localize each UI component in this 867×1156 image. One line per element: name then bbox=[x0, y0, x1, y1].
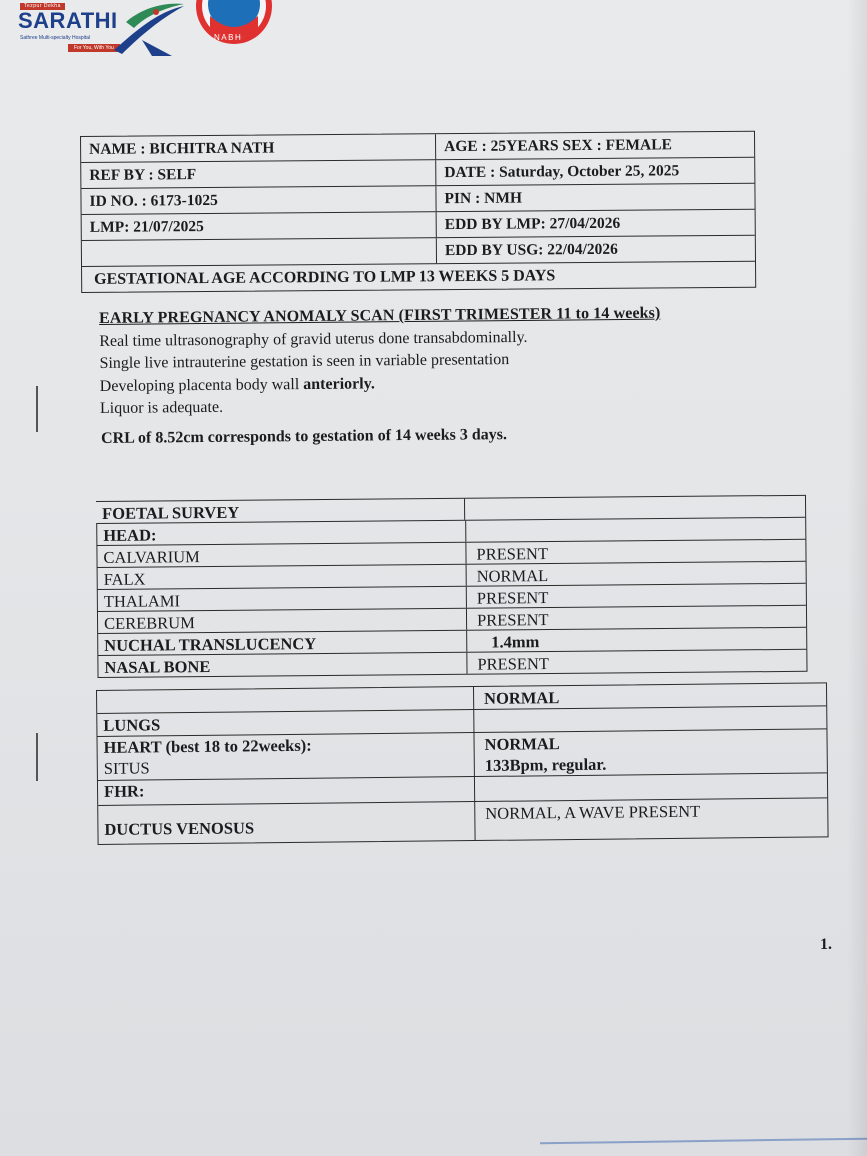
survey-label: NUCHAL TRANSLUCENCY bbox=[97, 631, 467, 655]
logo-swoosh-icon bbox=[112, 0, 187, 56]
logo-tagline: Tezpur Dekha bbox=[20, 3, 65, 10]
finding-line: Real time ultrasonography of gravid uterus done transabdominally. bbox=[99, 328, 528, 350]
survey-label: FHR: bbox=[98, 777, 475, 805]
page-shadow bbox=[847, 0, 867, 1156]
survey-value-group bbox=[474, 729, 826, 776]
lmp-date: LMP: 21/07/2025 bbox=[82, 212, 437, 240]
crl-measurement: CRL of 8.52cm corresponds to gestation of 14 weeks 3 days. bbox=[101, 426, 508, 447]
survey-value: NORMAL bbox=[476, 566, 549, 586]
empty-cell bbox=[97, 687, 474, 713]
survey-label: HEART (best 18 to 22weeks): bbox=[103, 735, 312, 757]
patient-name: NAME : BICHITRA NATH bbox=[81, 134, 436, 162]
patient-info-table bbox=[80, 131, 756, 293]
finding-line: Single live intrauterine gestation is seen in variable presentation bbox=[99, 351, 510, 372]
punch-hole-mark bbox=[36, 386, 38, 432]
survey-label: LUNGS bbox=[97, 710, 474, 736]
placenta-text: Developing placenta body wall bbox=[99, 375, 304, 395]
edd-by-lmp: EDD BY LMP: 27/04/2026 bbox=[444, 214, 621, 234]
report-date: DATE : Saturday, October 25, 2025 bbox=[444, 162, 680, 182]
survey-value bbox=[466, 518, 805, 542]
nabh-seal-icon bbox=[190, 0, 278, 52]
survey-value: PRESENT bbox=[476, 544, 549, 564]
referred-by: REF BY : SELF bbox=[81, 160, 436, 188]
foetal-survey-table bbox=[96, 495, 808, 678]
punch-hole-mark bbox=[36, 733, 38, 781]
empty-cell bbox=[474, 706, 826, 732]
page-edge-line bbox=[540, 1138, 867, 1145]
organ-survey-table bbox=[96, 682, 829, 845]
page-number: 1. bbox=[820, 936, 832, 953]
survey-label: THALAMI bbox=[97, 587, 467, 611]
survey-label: FALX bbox=[97, 565, 467, 589]
survey-value: PRESENT bbox=[476, 610, 549, 630]
survey-value: NORMAL bbox=[484, 688, 560, 708]
survey-value: 133Bpm, regular. bbox=[484, 754, 607, 775]
survey-label: HEAD: bbox=[96, 521, 466, 545]
logo-wordmark: SARATHI bbox=[18, 8, 118, 33]
scan-findings bbox=[99, 303, 661, 421]
survey-value: NORMAL, A WAVE PRESENT bbox=[485, 801, 701, 823]
empty-cell bbox=[465, 496, 805, 520]
edd-by-usg: EDD BY USG: 22/04/2026 bbox=[444, 240, 618, 260]
survey-label-group bbox=[97, 733, 474, 780]
patient-pin: PIN : NMH bbox=[444, 189, 523, 208]
patient-age-sex: AGE : 25YEARS SEX : FEMALE bbox=[444, 136, 672, 156]
foetal-survey-heading: FOETAL SURVEY bbox=[96, 499, 465, 523]
table-row bbox=[98, 798, 827, 844]
finding-line: Liquor is adequate. bbox=[99, 398, 224, 417]
nabh-label: NABH bbox=[214, 33, 243, 42]
survey-label: SITUS bbox=[103, 758, 150, 778]
survey-value: PRESENT bbox=[476, 588, 549, 608]
placenta-position: anteriorly. bbox=[303, 374, 375, 393]
survey-label: DUCTUS VENOSUS bbox=[98, 802, 475, 844]
survey-value: NORMAL bbox=[484, 734, 560, 754]
survey-label: CALVARIUM bbox=[96, 543, 466, 567]
empty-cell bbox=[475, 773, 827, 801]
scan-title: EARLY PREGNANCY ANOMALY SCAN (FIRST TRIMESTER 11 to 14 weeks) bbox=[99, 304, 661, 327]
table-row bbox=[97, 729, 826, 781]
survey-value: 1.4mm bbox=[491, 632, 540, 652]
patient-id: ID NO. : 6173-1025 bbox=[81, 186, 436, 214]
logo-subtitle: Sathree Multi-specialty Hospital bbox=[20, 35, 91, 41]
survey-label: NASAL BONE bbox=[97, 653, 467, 677]
survey-label: CEREBRUM bbox=[97, 609, 467, 633]
empty-cell bbox=[82, 238, 437, 266]
survey-value: PRESENT bbox=[477, 654, 550, 674]
table-row bbox=[82, 262, 755, 292]
gestational-age: GESTATIONAL AGE ACCORDING TO LMP 13 WEEKS 5 DAYS bbox=[94, 267, 556, 288]
logo-motto: For You, With You bbox=[68, 44, 120, 52]
